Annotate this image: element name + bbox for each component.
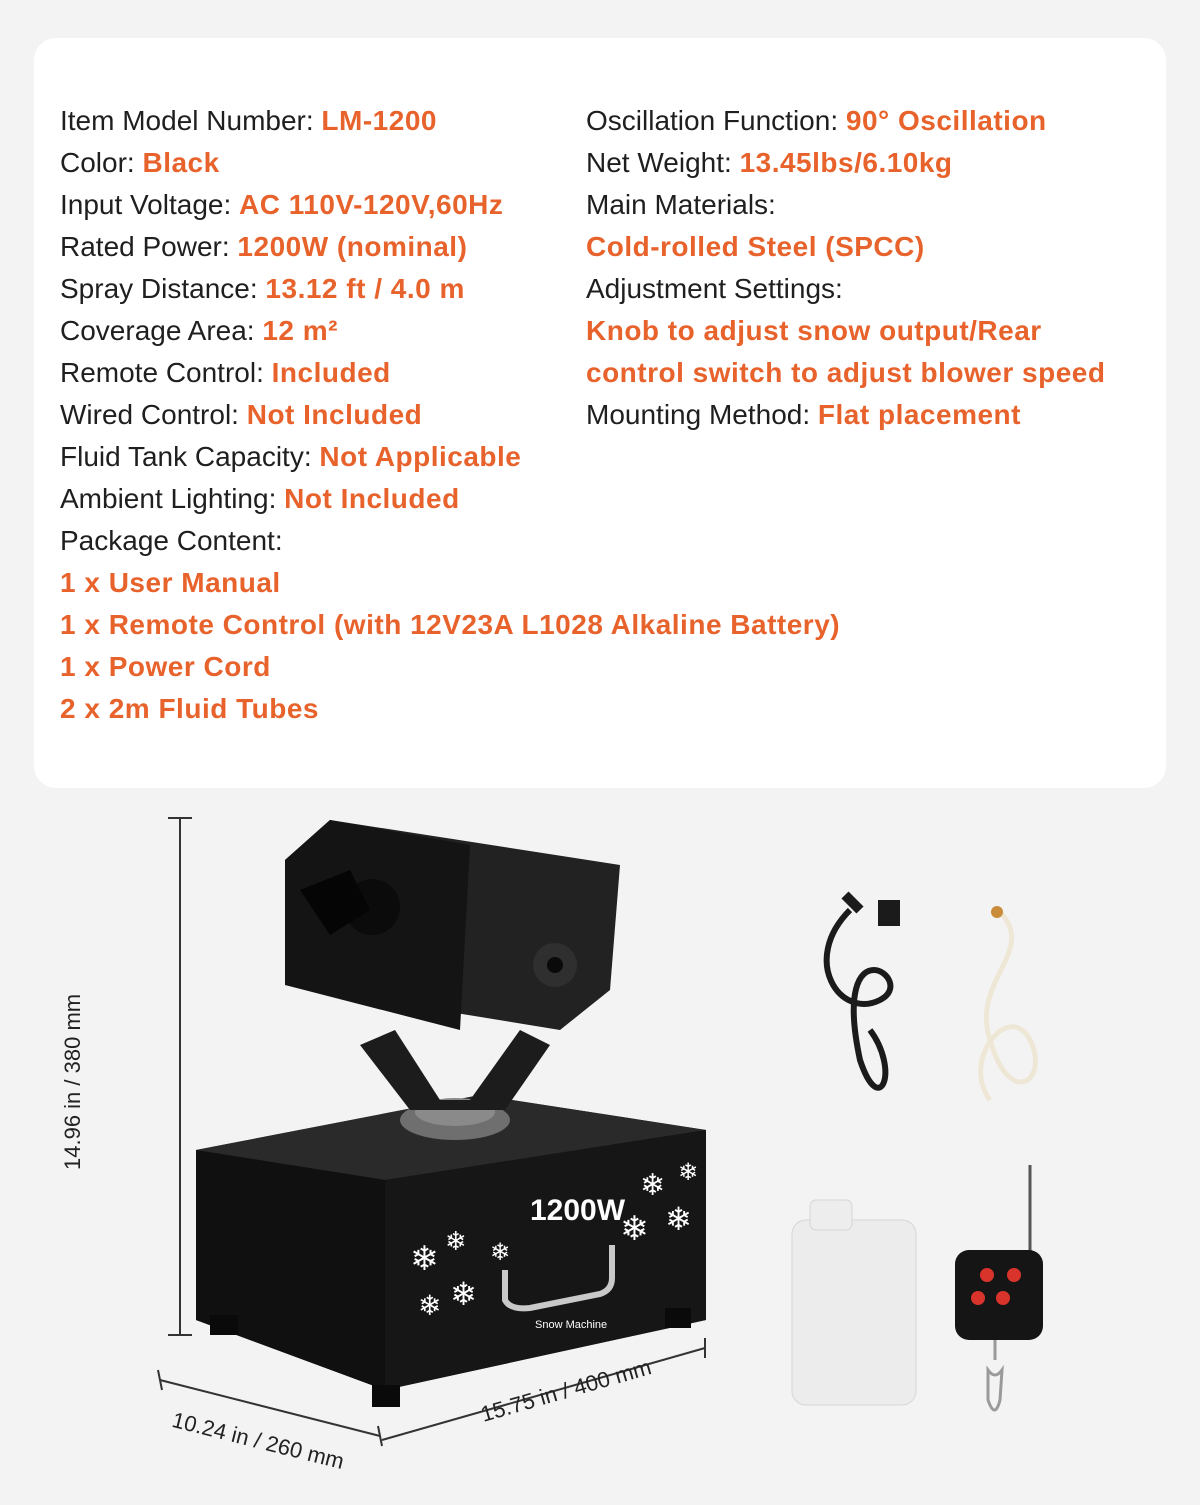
product-illustration	[0, 800, 1200, 1500]
remote-control	[955, 1165, 1043, 1410]
spec-lighting: Ambient Lighting: Not Included	[60, 483, 460, 514]
spec-model: Item Model Number: LM-1200	[60, 105, 437, 136]
spec-mounting: Mounting Method: Flat placement	[586, 399, 1021, 430]
spec-adjust-value-2: control switch to adjust blower speed	[586, 357, 1106, 388]
package-label: Package Content:	[60, 525, 283, 556]
package-item: 2 x 2m Fluid Tubes	[60, 693, 319, 724]
spec-oscillation: Oscillation Function: 90° Oscillation	[586, 105, 1047, 136]
spec-voltage: Input Voltage: AC 110V-120V,60Hz	[60, 189, 504, 220]
height-dimension: 14.96 in / 380 mm	[60, 993, 85, 1170]
spec-color: Color: Black	[60, 147, 220, 178]
spec-wired: Wired Control: Not Included	[60, 399, 423, 430]
snow-machine	[196, 820, 706, 1407]
spec-weight: Net Weight: 13.45lbs/6.10kg	[586, 147, 953, 178]
spec-spray-distance: Spray Distance: 13.12 ft / 4.0 m	[60, 273, 465, 304]
brand-label: Snow Machine	[535, 1319, 608, 1331]
power-label: 1200W	[530, 1194, 626, 1227]
fluid-tubes	[981, 906, 1036, 1100]
spec-materials-value: Cold-rolled Steel (SPCC)	[586, 231, 925, 262]
package-item: 1 x Power Cord	[60, 651, 271, 682]
svg-text:❄: ❄	[665, 1200, 692, 1238]
package-item: 1 x User Manual	[60, 567, 281, 598]
spec-power: Rated Power: 1200W (nominal)	[60, 231, 468, 262]
spec-card	[34, 38, 1166, 788]
spec-adjust-value-1: Knob to adjust snow output/Rear	[586, 315, 1042, 346]
spec-coverage: Coverage Area: 12 m²	[60, 315, 338, 346]
svg-text:❄: ❄	[678, 1158, 699, 1186]
fluid-jug	[792, 1200, 916, 1405]
depth-dimension: 10.24 in / 260 mm	[169, 1407, 347, 1474]
svg-text:❄: ❄	[640, 1168, 666, 1203]
svg-text:❄: ❄	[490, 1238, 511, 1266]
svg-text:❄: ❄	[450, 1275, 477, 1313]
svg-text:❄: ❄	[445, 1227, 467, 1257]
package-item: 1 x Remote Control (with 12V23A L1028 Alkaline Battery)	[60, 609, 841, 640]
spec-adjust-label: Adjustment Settings:	[586, 273, 843, 304]
svg-text:❄: ❄	[418, 1289, 442, 1322]
svg-text:❄: ❄	[620, 1209, 649, 1249]
spec-remote: Remote Control: Included	[60, 357, 391, 388]
height-dimension-line	[168, 818, 192, 1335]
svg-text:❄: ❄	[410, 1239, 439, 1279]
spec-materials-label: Main Materials:	[586, 189, 776, 220]
specs-right-column	[586, 100, 1105, 436]
spec-tank: Fluid Tank Capacity: Not Applicable	[60, 441, 522, 472]
power-cord	[827, 895, 900, 1088]
width-dimension: 15.75 in / 400 mm	[477, 1354, 655, 1427]
product-photo-area	[0, 800, 1200, 1500]
